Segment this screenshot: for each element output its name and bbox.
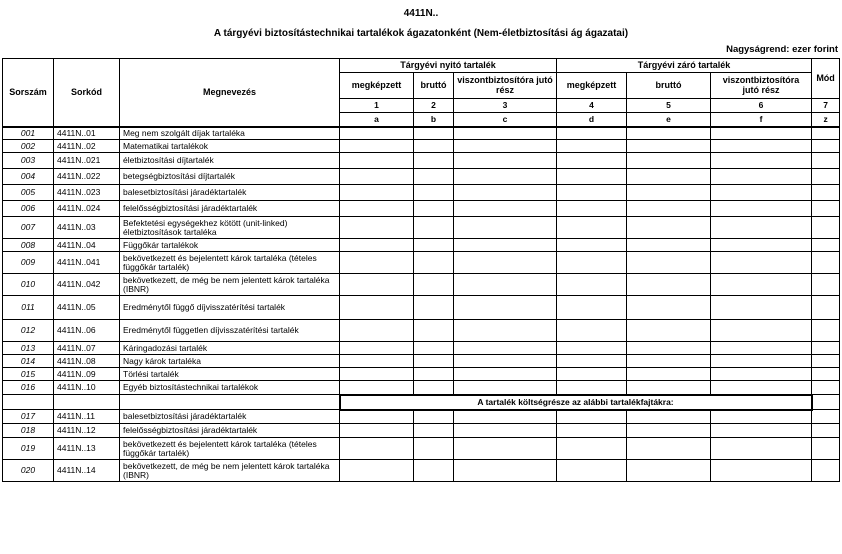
value-cell[interactable]: [812, 201, 840, 217]
value-cell[interactable]: [340, 368, 414, 381]
table-row: [3, 153, 840, 169]
col-header-opening-viszont: viszontbiztosítóra jutó rész: [454, 73, 557, 99]
row-sorkod: 4411N..08: [54, 355, 120, 368]
section-row: [3, 395, 840, 410]
value-cell[interactable]: [711, 169, 812, 185]
value-cell[interactable]: [557, 274, 627, 296]
section-title: A tartalék költségrésze az alábbi tartalékfajtákra:: [340, 395, 812, 410]
value-cell[interactable]: [340, 381, 414, 395]
value-cell[interactable]: [711, 438, 812, 460]
table-row: [3, 342, 840, 355]
blank-cell: [812, 395, 840, 410]
value-cell[interactable]: [414, 460, 454, 482]
value-cell[interactable]: [557, 320, 627, 342]
table-row: [3, 368, 840, 381]
value-cell[interactable]: [557, 368, 627, 381]
value-cell[interactable]: [711, 239, 812, 252]
value-cell[interactable]: [557, 153, 627, 169]
row-sorszam: 009: [3, 252, 54, 274]
value-cell[interactable]: [627, 217, 711, 239]
row-sorszam: 019: [3, 438, 54, 460]
unit-label: Nagyságrend: ezer forint: [726, 44, 838, 55]
row-sorszam: 007: [3, 217, 54, 239]
value-cell[interactable]: [711, 127, 812, 140]
table-row: [3, 185, 840, 201]
value-cell[interactable]: [627, 185, 711, 201]
value-cell[interactable]: [812, 239, 840, 252]
value-cell[interactable]: [414, 424, 454, 438]
value-cell[interactable]: [812, 368, 840, 381]
col-letter: a: [340, 113, 414, 127]
value-cell[interactable]: [711, 460, 812, 482]
row-sorkod: 4411N..03: [54, 217, 120, 239]
value-cell[interactable]: [414, 320, 454, 342]
col-header-closing-brutto: bruttó: [627, 73, 711, 99]
value-cell[interactable]: [557, 201, 627, 217]
table-row: [3, 252, 840, 274]
value-cell[interactable]: [340, 274, 414, 296]
value-cell[interactable]: [812, 140, 840, 153]
value-cell[interactable]: [414, 217, 454, 239]
row-megnevezes: életbiztosítási díjtartalék: [120, 153, 340, 169]
value-cell[interactable]: [711, 342, 812, 355]
value-cell[interactable]: [340, 185, 414, 201]
col-letter: c: [454, 113, 557, 127]
row-sorkod: 4411N..024: [54, 201, 120, 217]
row-sorkod: 4411N..021: [54, 153, 120, 169]
table-row: [3, 239, 840, 252]
col-header-opening-brutto: bruttó: [414, 73, 454, 99]
value-cell[interactable]: [711, 368, 812, 381]
value-cell[interactable]: [340, 424, 414, 438]
value-cell[interactable]: [414, 201, 454, 217]
row-megnevezes: bekövetkezett, de még be nem jelentett károk tartaléka (IBNR): [120, 274, 340, 296]
value-cell[interactable]: [627, 296, 711, 320]
row-sorszam: 015: [3, 368, 54, 381]
value-cell[interactable]: [454, 460, 557, 482]
row-sorszam: 012: [3, 320, 54, 342]
table-row: [3, 460, 840, 482]
col-letter: e: [627, 113, 711, 127]
row-sorszam: 020: [3, 460, 54, 482]
col-header-mod: Mód: [812, 59, 840, 99]
table-row: [3, 410, 840, 424]
table-row: [3, 424, 840, 438]
value-cell[interactable]: [627, 140, 711, 153]
row-sorszam: 017: [3, 410, 54, 424]
row-megnevezes: Törlési tartalék: [120, 368, 340, 381]
row-sorkod: 4411N..01: [54, 127, 120, 140]
value-cell[interactable]: [414, 368, 454, 381]
col-number: 5: [627, 99, 711, 113]
value-cell[interactable]: [454, 169, 557, 185]
value-cell[interactable]: [812, 185, 840, 201]
value-cell[interactable]: [557, 438, 627, 460]
value-cell[interactable]: [414, 140, 454, 153]
value-cell[interactable]: [454, 140, 557, 153]
blank-cell: [120, 395, 340, 410]
value-cell[interactable]: [414, 153, 454, 169]
row-sorkod: 4411N..14: [54, 460, 120, 482]
value-cell[interactable]: [627, 438, 711, 460]
col-header-opening-megkepzett: megképzett: [340, 73, 414, 99]
value-cell[interactable]: [414, 381, 454, 395]
blank-cell: [54, 395, 120, 410]
value-cell[interactable]: [414, 169, 454, 185]
row-sorszam: 010: [3, 274, 54, 296]
header-row-groups: [3, 59, 840, 73]
value-cell[interactable]: [627, 410, 711, 424]
value-cell[interactable]: [812, 274, 840, 296]
col-number: 3: [454, 99, 557, 113]
value-cell[interactable]: [414, 239, 454, 252]
value-cell[interactable]: [557, 252, 627, 274]
row-sorszam: 014: [3, 355, 54, 368]
value-cell[interactable]: [454, 342, 557, 355]
row-megnevezes: Meg nem szolgált díjak tartaléka: [120, 127, 340, 140]
value-cell[interactable]: [557, 169, 627, 185]
row-sorkod: 4411N..04: [54, 239, 120, 252]
row-sorkod: 4411N..023: [54, 185, 120, 201]
row-megnevezes: Eredménytől független díjvisszatérítési tartalék: [120, 320, 340, 342]
value-cell[interactable]: [340, 342, 414, 355]
row-megnevezes: Függőkár tartalékok: [120, 239, 340, 252]
value-cell[interactable]: [812, 127, 840, 140]
value-cell[interactable]: [340, 239, 414, 252]
col-number: 6: [711, 99, 812, 113]
value-cell[interactable]: [414, 127, 454, 140]
value-cell[interactable]: [414, 274, 454, 296]
value-cell[interactable]: [557, 410, 627, 424]
value-cell[interactable]: [711, 217, 812, 239]
table-row: [3, 438, 840, 460]
row-megnevezes: bekövetkezett és bejelentett károk tartaléka (tételes függőkár tartalék): [120, 252, 340, 274]
value-cell[interactable]: [557, 342, 627, 355]
col-letter: f: [711, 113, 812, 127]
value-cell[interactable]: [627, 201, 711, 217]
row-megnevezes: felelősségbiztosítási járadéktartalék: [120, 201, 340, 217]
value-cell[interactable]: [454, 355, 557, 368]
value-cell[interactable]: [812, 296, 840, 320]
value-cell[interactable]: [557, 140, 627, 153]
value-cell[interactable]: [812, 410, 840, 424]
row-megnevezes: balesetbiztosítási járadéktartalék: [120, 410, 340, 424]
table-row: [3, 381, 840, 395]
col-header-closing-megkepzett: megképzett: [557, 73, 627, 99]
table-row: [3, 201, 840, 217]
row-sorszam: 002: [3, 140, 54, 153]
value-cell[interactable]: [454, 424, 557, 438]
value-cell[interactable]: [627, 127, 711, 140]
value-cell[interactable]: [340, 296, 414, 320]
value-cell[interactable]: [627, 368, 711, 381]
row-megnevezes: bekövetkezett, de még be nem jelentett károk tartaléka (IBNR): [120, 460, 340, 482]
table-row: [3, 296, 840, 320]
col-letter: d: [557, 113, 627, 127]
table-row: [3, 320, 840, 342]
row-megnevezes: Nagy károk tartaléka: [120, 355, 340, 368]
value-cell[interactable]: [557, 296, 627, 320]
row-megnevezes: Befektetési egységekhez kötött (unit-linked) életbiztosítások tartaléka: [120, 217, 340, 239]
value-cell[interactable]: [711, 153, 812, 169]
value-cell[interactable]: [711, 410, 812, 424]
value-cell[interactable]: [454, 320, 557, 342]
value-cell[interactable]: [414, 438, 454, 460]
value-cell[interactable]: [340, 252, 414, 274]
value-cell[interactable]: [454, 252, 557, 274]
value-cell[interactable]: [711, 424, 812, 438]
value-cell[interactable]: [812, 355, 840, 368]
value-cell[interactable]: [454, 410, 557, 424]
value-cell[interactable]: [627, 342, 711, 355]
value-cell[interactable]: [414, 355, 454, 368]
value-cell[interactable]: [557, 239, 627, 252]
value-cell[interactable]: [454, 217, 557, 239]
value-cell[interactable]: [414, 185, 454, 201]
value-cell[interactable]: [627, 252, 711, 274]
value-cell[interactable]: [812, 252, 840, 274]
value-cell[interactable]: [414, 252, 454, 274]
value-cell[interactable]: [812, 217, 840, 239]
value-cell[interactable]: [711, 274, 812, 296]
value-cell[interactable]: [627, 460, 711, 482]
col-group-opening: Tárgyévi nyitó tartalék: [340, 59, 557, 73]
row-megnevezes: Matematikai tartalékok: [120, 140, 340, 153]
value-cell[interactable]: [340, 201, 414, 217]
col-number: 7: [812, 99, 840, 113]
row-sorkod: 4411N..12: [54, 424, 120, 438]
value-cell[interactable]: [812, 424, 840, 438]
col-header-sorszam: Sorszám: [3, 59, 54, 127]
value-cell[interactable]: [340, 217, 414, 239]
value-cell[interactable]: [414, 296, 454, 320]
value-cell[interactable]: [627, 381, 711, 395]
value-cell[interactable]: [711, 185, 812, 201]
value-cell[interactable]: [340, 438, 414, 460]
value-cell[interactable]: [812, 320, 840, 342]
value-cell[interactable]: [711, 201, 812, 217]
value-cell[interactable]: [340, 153, 414, 169]
value-cell[interactable]: [711, 140, 812, 153]
value-cell[interactable]: [454, 239, 557, 252]
row-sorszam: 013: [3, 342, 54, 355]
value-cell[interactable]: [414, 410, 454, 424]
value-cell[interactable]: [627, 355, 711, 368]
value-cell[interactable]: [454, 274, 557, 296]
value-cell[interactable]: [812, 342, 840, 355]
col-number: 2: [414, 99, 454, 113]
value-cell[interactable]: [454, 127, 557, 140]
value-cell[interactable]: [454, 185, 557, 201]
value-cell[interactable]: [557, 185, 627, 201]
row-sorszam: 006: [3, 201, 54, 217]
value-cell[interactable]: [812, 438, 840, 460]
col-header-closing-viszont: viszontbiztosítóra jutó rész: [711, 73, 812, 99]
value-cell[interactable]: [627, 274, 711, 296]
value-cell[interactable]: [557, 127, 627, 140]
row-megnevezes: bekövetkezett és bejelentett károk tartaléka (tételes függőkár tartalék): [120, 438, 340, 460]
value-cell[interactable]: [454, 368, 557, 381]
row-sorkod: 4411N..06: [54, 320, 120, 342]
blank-cell: [3, 395, 54, 410]
value-cell[interactable]: [627, 320, 711, 342]
table-row: [3, 169, 840, 185]
row-sorkod: 4411N..022: [54, 169, 120, 185]
row-sorszam: 004: [3, 169, 54, 185]
row-sorkod: 4411N..05: [54, 296, 120, 320]
row-sorszam: 003: [3, 153, 54, 169]
value-cell[interactable]: [340, 320, 414, 342]
row-sorszam: 011: [3, 296, 54, 320]
value-cell[interactable]: [340, 355, 414, 368]
row-sorkod: 4411N..07: [54, 342, 120, 355]
col-letter: z: [812, 113, 840, 127]
value-cell[interactable]: [711, 296, 812, 320]
row-megnevezes: Egyéb biztosítástechnikai tartalékok: [120, 381, 340, 395]
value-cell[interactable]: [454, 296, 557, 320]
col-header-megnevezes: Megnevezés: [120, 59, 340, 127]
value-cell[interactable]: [454, 438, 557, 460]
row-sorkod: 4411N..13: [54, 438, 120, 460]
row-megnevezes: Káringadozási tartalék: [120, 342, 340, 355]
value-cell[interactable]: [414, 342, 454, 355]
value-cell[interactable]: [711, 320, 812, 342]
row-sorszam: 005: [3, 185, 54, 201]
table-row: [3, 140, 840, 153]
col-number: 4: [557, 99, 627, 113]
row-sorkod: 4411N..10: [54, 381, 120, 395]
value-cell[interactable]: [711, 381, 812, 395]
table-row: [3, 127, 840, 140]
col-number: 1: [340, 99, 414, 113]
table-row: [3, 217, 840, 239]
col-letter: b: [414, 113, 454, 127]
row-sorkod: 4411N..042: [54, 274, 120, 296]
value-cell[interactable]: [454, 381, 557, 395]
value-cell[interactable]: [627, 169, 711, 185]
row-sorszam: 001: [3, 127, 54, 140]
form-title: A tárgyévi biztosítástechnikai tartalékok ágazatonként (Nem-életbiztosítási ág ágazatai): [213, 28, 629, 39]
row-sorszam: 016: [3, 381, 54, 395]
value-cell[interactable]: [627, 239, 711, 252]
value-cell[interactable]: [812, 460, 840, 482]
row-sorszam: 018: [3, 424, 54, 438]
value-cell[interactable]: [812, 169, 840, 185]
value-cell[interactable]: [812, 381, 840, 395]
value-cell[interactable]: [557, 460, 627, 482]
table-row: [3, 274, 840, 296]
row-sorkod: 4411N..09: [54, 368, 120, 381]
row-sorszam: 008: [3, 239, 54, 252]
value-cell[interactable]: [340, 140, 414, 153]
reserves-table: [2, 58, 840, 482]
value-cell[interactable]: [812, 153, 840, 169]
table-row: [3, 355, 840, 368]
value-cell[interactable]: [711, 252, 812, 274]
row-megnevezes: Eredménytől függő díjvisszatérítési tartalék: [120, 296, 340, 320]
row-megnevezes: betegségbiztosítási díjtartalék: [120, 169, 340, 185]
value-cell[interactable]: [454, 201, 557, 217]
value-cell[interactable]: [557, 424, 627, 438]
value-cell[interactable]: [557, 381, 627, 395]
row-sorkod: 4411N..041: [54, 252, 120, 274]
value-cell[interactable]: [340, 169, 414, 185]
value-cell[interactable]: [711, 355, 812, 368]
value-cell[interactable]: [557, 355, 627, 368]
value-cell[interactable]: [627, 153, 711, 169]
form-code: 4411N..: [403, 8, 439, 19]
value-cell[interactable]: [340, 410, 414, 424]
row-megnevezes: felelősségbiztosítási járadéktartalék: [120, 424, 340, 438]
value-cell[interactable]: [340, 460, 414, 482]
row-sorkod: 4411N..02: [54, 140, 120, 153]
row-sorkod: 4411N..11: [54, 410, 120, 424]
value-cell[interactable]: [340, 127, 414, 140]
value-cell[interactable]: [454, 153, 557, 169]
value-cell[interactable]: [557, 217, 627, 239]
col-header-sorkod: Sorkód: [54, 59, 120, 127]
row-megnevezes: balesetbiztosítási járadéktartalék: [120, 185, 340, 201]
value-cell[interactable]: [627, 424, 711, 438]
col-group-closing: Tárgyévi záró tartalék: [557, 59, 812, 73]
